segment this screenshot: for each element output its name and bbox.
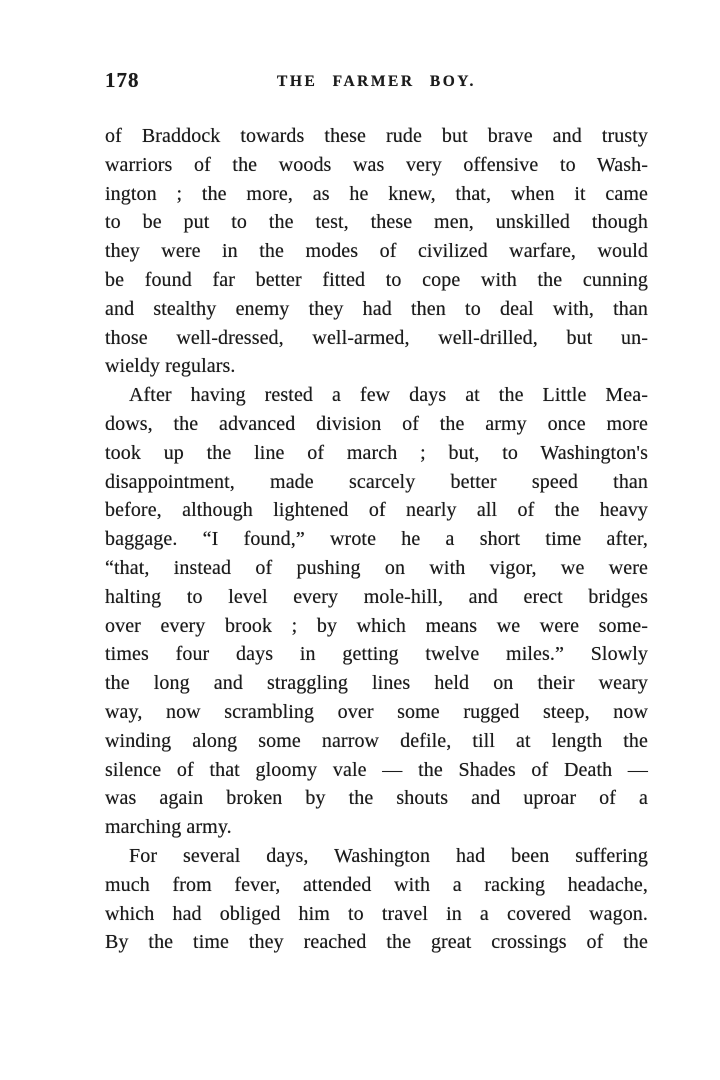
- text-line: ington ; the more, as he knew, that, when it came: [105, 182, 648, 205]
- text-line: way, now scrambling over some rugged steep, now: [105, 700, 648, 723]
- text-line: dows, the advanced division of the army once more: [105, 412, 648, 435]
- text-line: halting to level every mole-hill, and erect bridges: [105, 585, 648, 608]
- running-title: THE FARMER BOY.: [277, 73, 476, 90]
- text-line: much from fever, attended with a racking headache,: [105, 873, 648, 896]
- text-line: they were in the modes of civilized warfare, would: [105, 240, 648, 263]
- text-line: wieldy regulars.: [105, 355, 236, 378]
- text-line: winding along some narrow defile, till at length the: [105, 729, 648, 752]
- text-line: those well-dressed, well-armed, well-drilled, but un-: [105, 326, 648, 349]
- text-line: baggage. “I found,” wrote he a short time after,: [105, 528, 648, 551]
- text-line: the long and straggling lines held on their weary: [105, 672, 648, 695]
- page-number: 178: [105, 68, 140, 92]
- text-line: took up the line of march ; but, to Washington's: [105, 441, 648, 464]
- text-line: silence of that gloomy vale — the Shades of Death —: [105, 758, 648, 781]
- text-line: of Braddock towards these rude but brave and trusty: [105, 125, 648, 147]
- text-line: By the time they reached the great crossings of the: [105, 931, 648, 954]
- text-line: to be put to the test, these men, unskilled though: [105, 211, 648, 234]
- text-line: be found far better fitted to cope with the cunning: [105, 268, 648, 291]
- text-line: was again broken by the shouts and uproar of a: [105, 787, 648, 810]
- text-line: After having rested a few days at the Little Mea-: [129, 384, 648, 407]
- text-line: and stealthy enemy they had then to deal with, than: [105, 297, 648, 320]
- text-line: disappointment, made scarcely better speed than: [105, 470, 648, 493]
- page-body: [105, 122, 648, 957]
- text-line: over every brook ; by which means we were some-: [105, 614, 648, 637]
- text-line: “that, instead of pushing on with vigor, we were: [105, 556, 648, 579]
- text-line: before, although lightened of nearly all of the heavy: [105, 499, 648, 522]
- page-header: [105, 68, 648, 96]
- text-line: which had obliged him to travel in a covered wagon.: [105, 902, 648, 925]
- text-line: warriors of the woods was very offensive to Wash-: [105, 153, 648, 176]
- text-line: times four days in getting twelve miles.” Slowly: [105, 643, 648, 666]
- text-line: For several days, Washington had been suffering: [129, 844, 648, 867]
- text-line: marching army.: [105, 816, 232, 839]
